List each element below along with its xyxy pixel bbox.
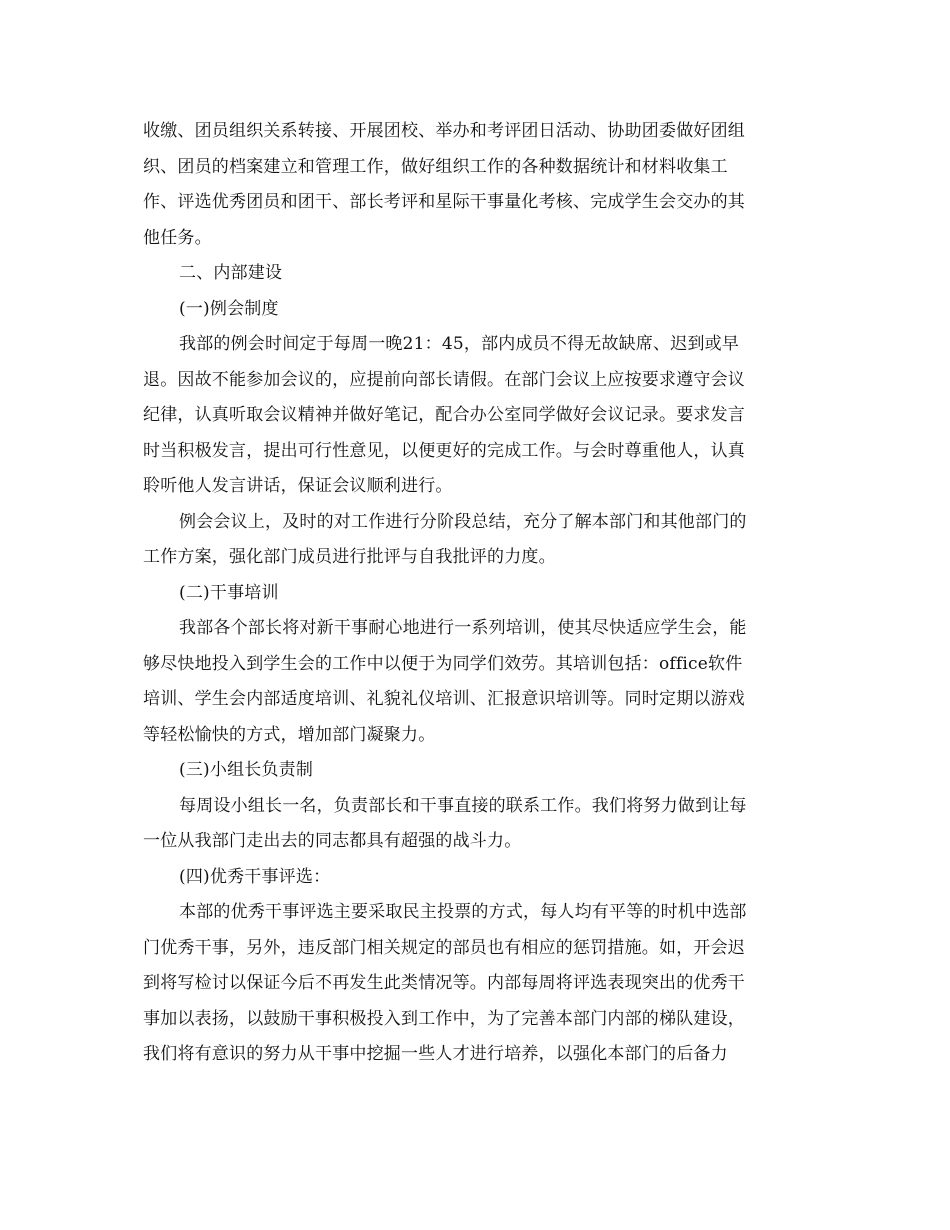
paragraph-line: 时当积极发言，提出可行性意见，以便更好的完成工作。与会时尊重他人，认真 — [143, 440, 745, 461]
section-heading: 二、内部建设 — [179, 263, 283, 283]
paragraph-line: 我部的例会时间定于每周一晚21：45，部内成员不得无故缺席、迟到或早 — [179, 334, 740, 354]
paragraph-line: 本部的优秀干事评选主要采取民主投票的方式，每人均有平等的时机中选部 — [179, 902, 747, 922]
subsection-heading: (一)例会制度 — [179, 298, 279, 319]
paragraph-line: 我们将有意识的努力从干事中挖掘一些人才进行培养，以强化本部门的后备力 — [143, 1044, 728, 1064]
paragraph-line: 退。因故不能参加会议的，应提前向部长请假。在部门会议上应按要求遵守会议 — [143, 369, 745, 390]
paragraph-line: 到将写检讨以保证今后不再发生此类情况等。内部每周将评选表现突出的优秀干 — [143, 973, 745, 993]
paragraph-line: 工作方案，强化部门成员进行批评与自我批评的力度。 — [143, 547, 556, 567]
paragraph-line: 收缴、团员组织关系转接、开展团校、举办和考评团日活动、协助团委做好团组 — [143, 121, 745, 141]
paragraph-line: 一位从我部门走出去的同志都具有超强的战斗力。 — [143, 831, 522, 851]
paragraph-line: 作、评选优秀团员和团干、部长考评和星际干事量化考核、完成学生会交办的其 — [143, 192, 745, 212]
paragraph-line: 培训、学生会内部适度培训、礼貌礼仪培训、汇报意识培训等。同时定期以游戏 — [143, 689, 745, 709]
paragraph-line: 我部各个部长将对新干事耐心地进行一系列培训，使其尽快适应学生会，能 — [179, 618, 747, 638]
paragraph-line: 门优秀干事，另外，违反部门相关规定的部员也有相应的惩罚措施。如，开会迟 — [143, 937, 745, 958]
paragraph-line: 例会会议上，及时的对工作进行分阶段总结，充分了解本部门和其他部门的 — [179, 511, 747, 532]
paragraph-line: 够尽快地投入到学生会的工作中以便于为同学们效劳。其培训包括：office软件 — [143, 653, 743, 674]
document-body — [143, 114, 805, 1073]
paragraph-line: 织、团员的档案建立和管理工作，做好组织工作的各种数据统计和材料收集工 — [143, 156, 728, 177]
paragraph-line: 事加以表扬，以鼓励干事积极投入到工作中，为了完善本部门内部的梯队建设， — [143, 1008, 745, 1029]
paragraph-line: 等轻松愉快的方式，增加部门凝聚力。 — [143, 724, 436, 745]
paragraph-line: 他任务。 — [143, 227, 212, 248]
subsection-heading: (三)小组长负责制 — [179, 760, 314, 780]
subsection-heading: (四)优秀干事评选： — [179, 866, 331, 887]
paragraph-line: 每周设小组长一名，负责部长和干事直接的联系工作。我们将努力做到让每 — [179, 795, 747, 816]
paragraph-line: 纪律，认真听取会议精神并做好笔记，配合办公室同学做好会议记录。要求发言 — [143, 405, 745, 425]
subsection-heading: (二)干事培训 — [179, 582, 279, 603]
paragraph-line: 聆听他人发言讲话，保证会议顺利进行。 — [143, 476, 453, 496]
